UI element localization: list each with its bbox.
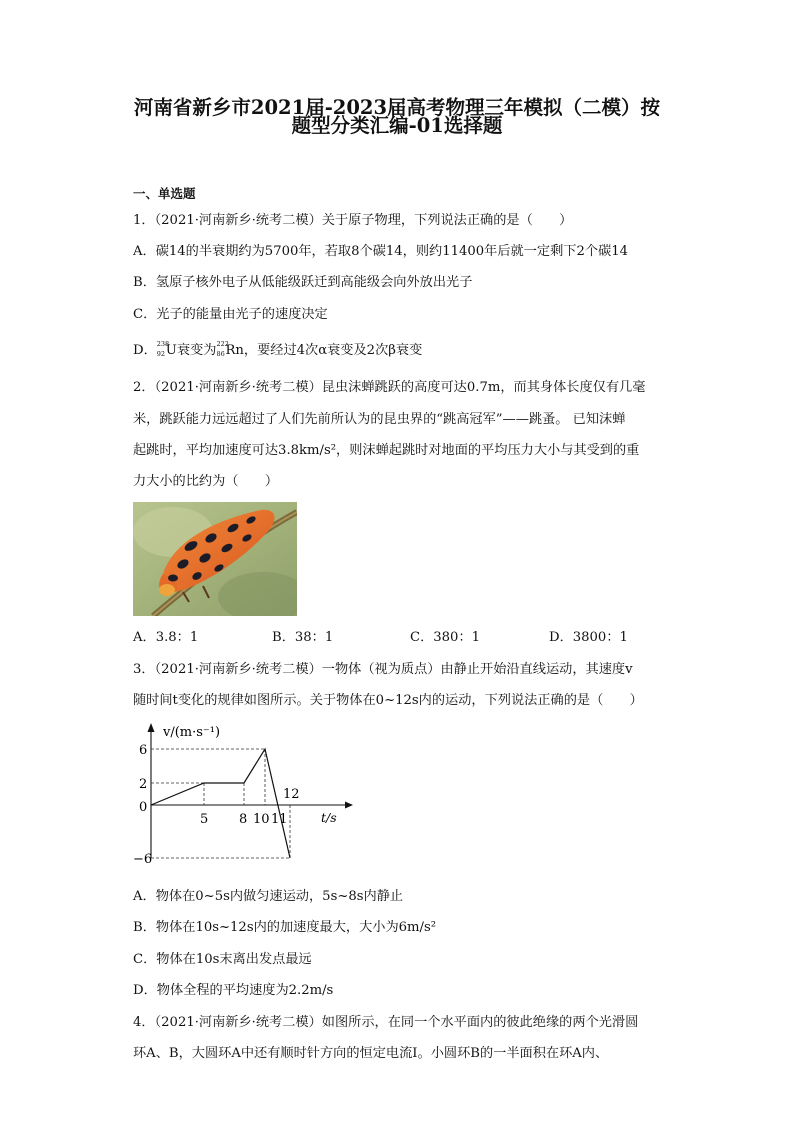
q2-option-d: D．3800：1 [549,630,628,645]
q2-stem-line-3: 起跳时，平均加速度可达3.8km/s²，则沫蝉起跳时对地面的平均压力大小与其受到的重 [133,443,640,458]
q1-stem: 1．（2021·河南新乡·统考二模）关于原子物理，下列说法正确的是（ ） [133,213,573,228]
tick-v0: 0 [139,800,148,815]
v-axis-arrow [148,723,155,732]
tick-t10: 10 [253,812,270,827]
u-symbol: U [165,343,177,358]
tick-v-6: −6 [133,852,153,867]
froghopper-photo [133,502,297,616]
q2-stem-line-1: 2．（2021·河南新乡·统考二模）昆虫沫蝉跳跃的高度可达0.7m，而其身体长度仅有几毫 [133,380,646,395]
uranium-nuclide [156,340,177,358]
q1-d-prefix: D． [133,343,157,358]
q1-d-mid: 衰变为 [176,343,217,358]
froghopper-illustration [133,502,297,616]
q2-option-a: A．3.8：1 [133,630,199,645]
q3-stem-line-1: 3．（2021·河南新乡·统考二模）一物体（视为质点）由静止开始沿直线运动，其速度v [133,662,633,677]
tick-t5: 5 [200,812,209,827]
q3-option-a: A．物体在0~5s内做匀速运动，5s~8s内静止 [133,889,404,904]
q1-option-c: C．光子的能量由光子的速度决定 [133,307,328,322]
tick-t12: 12 [283,787,300,802]
q4-stem-line-2: 环A、B，大圆环A中还有顺时针方向的恒定电流I。小圆环B的一半面积在环A内、 [133,1046,609,1061]
section-heading: 一、单选题 [133,186,196,201]
tick-t11: 11 [271,812,288,827]
q1-option-b: B．氢原子核外电子从低能级跃迁到高能级会向外放出光子 [133,275,473,290]
t-axis-label: t/s [321,810,337,825]
rn-atomic-number: 86 [216,350,225,358]
radon-nuclide [216,340,244,358]
tick-t8: 8 [239,812,248,827]
document-title-line-1: 河南省新乡市2021届-2023届高考物理三年模拟（二模）按 [133,96,661,119]
vt-line [151,749,290,858]
q3-option-b: B．物体在10s~12s内的加速度最大，大小为6m/s² [133,920,437,935]
q4-stem-line-1: 4．（2021·河南新乡·统考二模）如图所示，在同一个水平面内的彼此绝缘的两个光滑圆 [133,1015,639,1030]
u-mass-number: 238 [156,340,170,348]
rn-mass-number: 222 [216,340,229,348]
t-axis-arrow [345,802,353,809]
q2-option-c: C．380：1 [410,630,481,645]
q2-stem-line-2: 米，跳跃能力远远超过了人们先前所认为的昆虫界的“跳高冠军”——跳蚤。 已知沫蝉 [133,412,626,427]
q2-option-b: B．38：1 [272,630,334,645]
vt-graph-svg [133,718,363,868]
q2-stem-line-4: 力大小的比约为（ ） [133,474,279,489]
q1-option-d [133,340,423,358]
u-atomic-number: 92 [156,350,166,358]
q3-option-d: D．物体全程的平均速度为2.2m/s [133,983,334,998]
rn-symbol: Rn [225,343,244,358]
q3-stem-line-2: 随时间t变化的规律如图所示。关于物体在0~12s内的运动，下列说法正确的是（ ） [133,693,643,708]
v-axis-label: v/(m·s⁻¹) [163,725,221,740]
document-title-line-2: 题型分类汇编-01选择题 [291,114,503,137]
tick-v2: 2 [139,777,148,792]
q1-option-a: A．碳14的半衰期约为5700年，若取8个碳14，则约11400年后就一定剩下2个碳14 [133,244,629,259]
velocity-time-graph [133,718,363,868]
tick-v6: 6 [139,743,148,758]
q1-d-suffix: ，要经过4次α衰变及2次β衰变 [243,343,423,358]
q3-option-c: C．物体在10s末离出发点最远 [133,952,312,967]
